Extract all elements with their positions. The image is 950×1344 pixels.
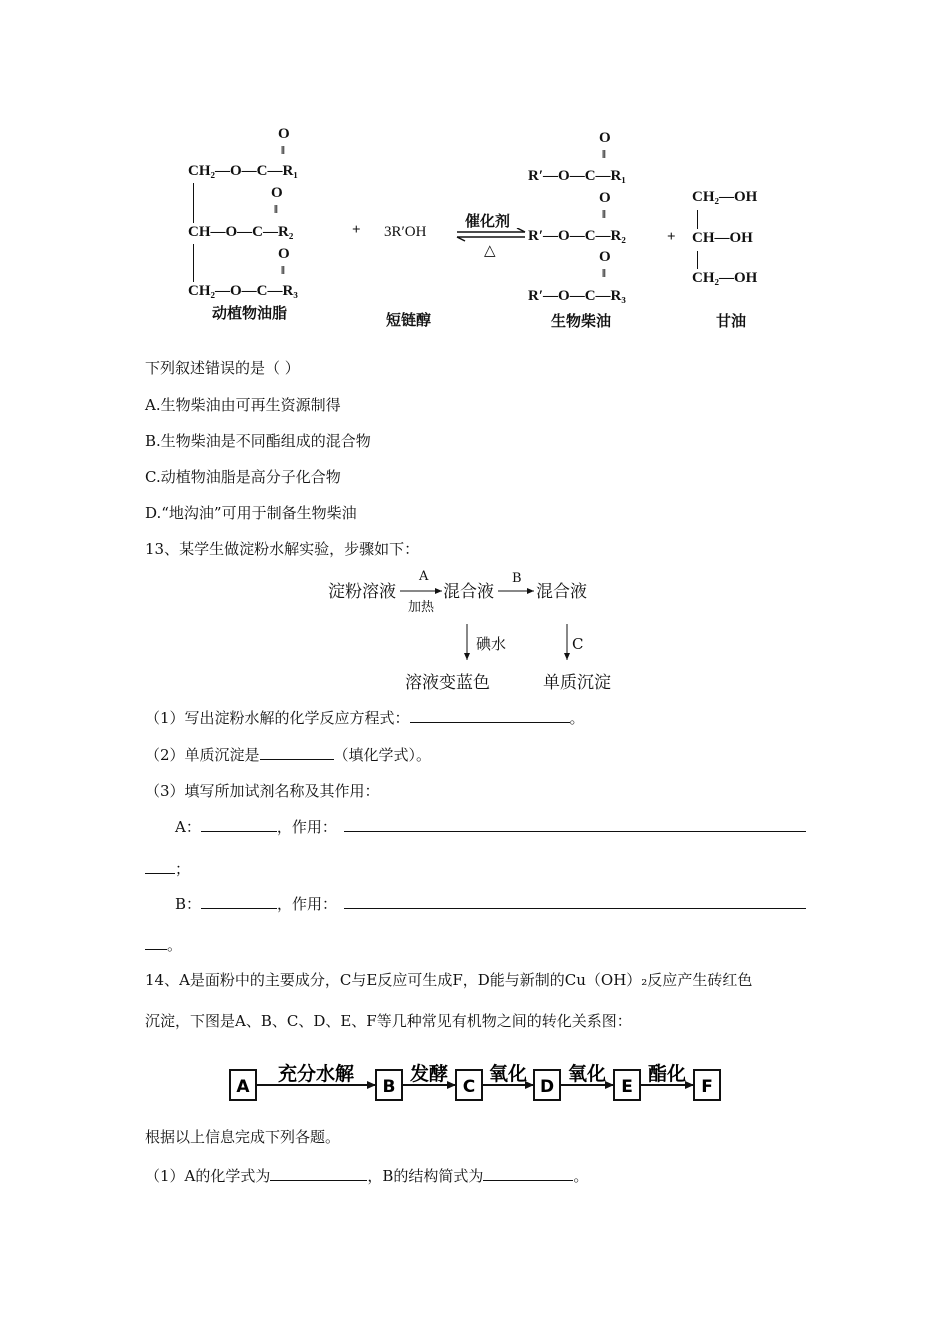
oxygen-atom: O: [599, 130, 611, 146]
catalyst-label: 催化剂: [465, 212, 511, 230]
chain-arrowhead: [685, 1081, 694, 1089]
plus-sign: +: [667, 229, 676, 245]
q12-option-b: B.生物柴油是不同酯组成的混合物: [145, 432, 371, 450]
fat-row-2: CH—O—C—R₂: [188, 224, 294, 240]
flow-arrow: [400, 586, 444, 596]
biodiesel-row-1: R′—O—C—R₁: [528, 168, 626, 184]
glycerol-row-3: CH₂—OH: [692, 270, 758, 286]
chain-step-label: 酯化: [647, 1063, 687, 1085]
q13-b-continuation: [145, 935, 182, 955]
q13-sub2-end: （填化学式）。: [333, 746, 432, 764]
double-bond-mark: ‖: [602, 147, 606, 161]
chain-step-label: 充分水解: [277, 1063, 355, 1085]
q13-a-continuation: [145, 859, 190, 879]
chain-box-label: A: [236, 1077, 250, 1097]
q13-sub3: （3）填写所加试剂名称及其作用：: [145, 782, 380, 800]
q14-sub1: [145, 1166, 588, 1186]
q13-sub1-end: 。: [569, 709, 585, 727]
q13-sub1-text: （1）写出淀粉水解的化学反应方程式：: [145, 709, 410, 727]
purpose-label: ，作用：: [277, 895, 338, 913]
reagent-a-label: A：: [175, 818, 201, 836]
biodiesel-label: 生物柴油: [551, 312, 612, 330]
q13-stem: 13、某学生做淀粉水解实验，步骤如下：: [145, 540, 420, 558]
answer-line[interactable]: [344, 908, 806, 909]
double-bond-mark: ‖: [281, 143, 285, 157]
glycerol-row-1: CH₂—OH: [692, 189, 758, 205]
q14-stem-line2: 沉淀，下图是A、B、C、D、E、F等几种常见有机物之间的转化关系图：: [145, 1012, 632, 1030]
flow-mid: 混合液: [443, 582, 494, 602]
glycerol-label: 甘油: [716, 312, 747, 330]
backbone-bond: [193, 183, 194, 223]
q14-instruction: 根据以上信息完成下列各题。: [145, 1128, 341, 1146]
double-bond-mark: ‖: [281, 263, 285, 277]
backbone-bond: [193, 244, 194, 282]
chain-step-label: 发酵: [409, 1063, 449, 1085]
chain-box-label: E: [621, 1077, 633, 1097]
flow-heat: 加热: [408, 600, 435, 615]
biodiesel-row-2: R′—O—C—R₂: [528, 228, 626, 244]
answer-blank[interactable]: [260, 745, 334, 760]
q13-sub1: [145, 708, 585, 728]
glycerol-bond: [697, 210, 698, 229]
alcohol-label: 短链醇: [386, 311, 432, 329]
answer-blank[interactable]: [201, 817, 277, 832]
heat-symbol: △: [484, 243, 496, 259]
answer-blank[interactable]: [410, 708, 570, 723]
glycerol-bond: [697, 251, 698, 269]
b-end-mark: 。: [167, 936, 183, 954]
oxygen-atom: O: [278, 126, 290, 142]
flow-reagent-b: B: [512, 571, 522, 586]
double-bond-mark: ‖: [274, 202, 278, 216]
chain-box-label: D: [539, 1077, 555, 1097]
flow-down-arrow: [562, 624, 572, 662]
double-bond-mark: ‖: [602, 266, 606, 280]
oxygen-atom: O: [271, 185, 283, 201]
q12-option-a: A.生物柴油由可再生资源制得: [145, 396, 341, 414]
glycerol-row-2: CH—OH: [692, 230, 753, 246]
oxygen-atom: O: [599, 249, 611, 265]
flow-result-left: 溶液变蓝色: [405, 673, 490, 693]
flow-result-right: 单质沉淀: [543, 673, 611, 693]
q13-reagent-a-row: [175, 817, 337, 837]
conversion-chain-diagram: [228, 1046, 728, 1106]
a-end-mark: ；: [175, 860, 191, 878]
answer-blank[interactable]: [270, 1166, 367, 1181]
plus-sign: +: [352, 222, 361, 238]
chain-box-label: B: [382, 1077, 396, 1097]
chain-step-label: 氧化: [488, 1063, 528, 1085]
chain-arrowhead: [367, 1081, 376, 1089]
answer-blank[interactable]: [145, 859, 175, 874]
q13-sub2: [145, 745, 431, 765]
flow-reagent-a: A: [419, 569, 429, 584]
chain-box-label: F: [701, 1077, 713, 1097]
chain-arrowhead: [605, 1081, 614, 1089]
q14-sub1-mid: ，B的结构简式为: [367, 1167, 484, 1185]
q13-sub2-text: （2）单质沉淀是: [145, 746, 260, 764]
answer-blank[interactable]: [483, 1166, 573, 1181]
flow-iodine: 碘水: [476, 635, 507, 653]
reagent-b-label: B：: [175, 895, 202, 913]
chain-arrowhead: [447, 1081, 456, 1089]
answer-line[interactable]: [344, 831, 806, 832]
equilibrium-arrow: [455, 228, 527, 242]
q14-stem-line1: 14、A是面粉中的主要成分，C与E反应可生成F，D能与新制的Cu（OH）₂反应产生砖红色: [145, 971, 753, 989]
chain-step-label: 氧化: [567, 1063, 607, 1085]
fat-row-3: CH₂—O—C—R₃: [188, 283, 298, 299]
reagent-formula: 3R′OH: [384, 224, 427, 240]
purpose-label: ，作用：: [276, 818, 337, 836]
q12-stem: 下列叙述错误的是（ ）: [145, 359, 300, 377]
flow-reagent-c: C: [572, 635, 584, 653]
answer-blank[interactable]: [145, 935, 167, 950]
q13-reagent-b-row: [175, 894, 337, 914]
q14-sub1-end: 。: [573, 1167, 589, 1185]
biodiesel-row-3: R′—O—C—R₃: [528, 288, 626, 304]
oxygen-atom: O: [278, 246, 290, 262]
fat-label: 动植物油脂: [212, 304, 288, 322]
chain-box-label: C: [462, 1077, 476, 1097]
flow-start: 淀粉溶液: [328, 582, 396, 602]
oxygen-atom: O: [599, 190, 611, 206]
flow-arrow: [498, 586, 536, 596]
q12-option-d: D.“地沟油”可用于制备生物柴油: [145, 504, 357, 522]
q12-option-c: C.动植物油脂是高分子化合物: [145, 468, 341, 486]
flow-down-arrow: [462, 624, 472, 662]
fat-row-1: CH₂—O—C—R₁: [188, 163, 298, 179]
double-bond-mark: ‖: [602, 207, 606, 221]
answer-blank[interactable]: [201, 894, 277, 909]
q14-sub1-text: （1）A的化学式为: [145, 1167, 271, 1185]
flow-end: 混合液: [536, 582, 587, 602]
